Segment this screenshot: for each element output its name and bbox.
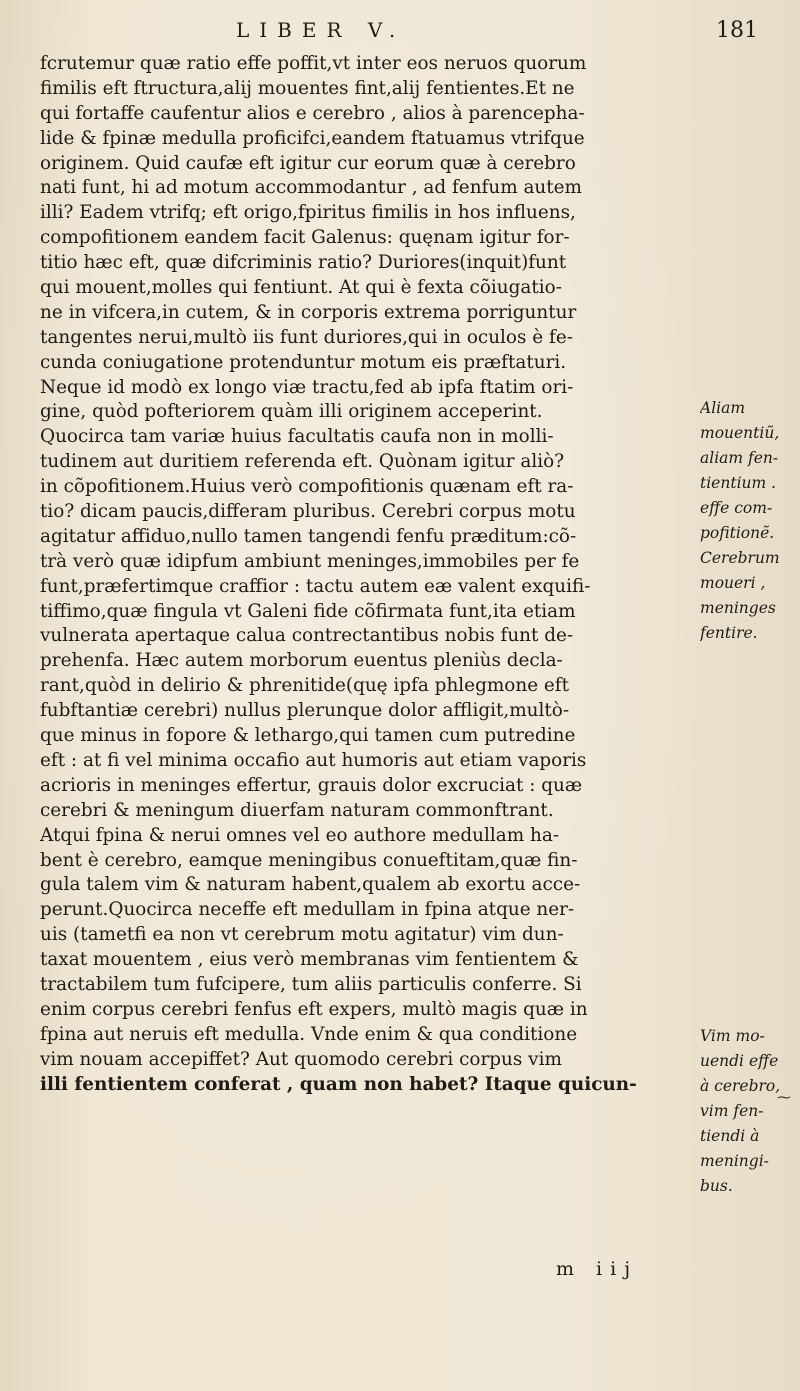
marginal-note-line: pofitionẽ. — [700, 524, 775, 542]
text-line: acrioris in meninges effertur, grauis dolor excruciat : quæ — [40, 774, 583, 796]
text-line: funt,præfertimque craffior : tactu autem eæ valent exquifi- — [40, 575, 591, 597]
text-line: Quocirca tam variæ huius facultatis caufa non in molli- — [40, 426, 554, 448]
text-line: trà verò quæ idipfum ambiunt meninges,immobiles per fe — [40, 550, 580, 572]
text-line: cerebri & meningum diuerfam naturam commonftrant. — [40, 799, 554, 821]
marginal-note-line: bus. — [700, 1177, 733, 1195]
marginal-note-line: effe com- — [700, 499, 773, 517]
marginal-note-line: meningi- — [700, 1152, 769, 1170]
text-line: bent è cerebro, eamque meningibus conueftitam,quæ fin- — [40, 849, 578, 871]
text-line: gula talem vim & naturam habent,qualem ab exortu acce- — [40, 874, 581, 896]
text-line: agitatur affiduo,nullo tamen tangendi fenfu præditum:cõ- — [40, 525, 577, 547]
marginal-note-line: tiendi à — [700, 1127, 760, 1145]
text-line: tudinem aut duritiem referenda eft. Quònam igitur aliò? — [40, 451, 565, 473]
marginal-note-line: uendi effe — [700, 1052, 779, 1070]
text-line: perunt.Quocirca neceffe eft medullam in fpina atque ner- — [40, 899, 575, 921]
text-line: fubftantiæ cerebri) nullus plerunque dolor affligit,multò- — [40, 700, 570, 722]
text-line: rant,quòd in delirio & phrenitide(quę ipfa phlegmone eft — [40, 675, 570, 697]
text-line: tractabilem tum fufcipere, tum aliis particulis conferre. Si — [40, 973, 582, 995]
marginal-note-line: moueri , — [700, 574, 766, 592]
text-line: tiffimo,quæ fingula vt Galeni fide cõfirmata funt,ita etiam — [40, 600, 576, 622]
text-line: vulnerata apertaque calua contrectantibus nobis funt de- — [40, 625, 574, 647]
page-number: 181 — [716, 18, 758, 43]
text-line: fpina aut neruis eft medulla. Vnde enim & qua conditione — [40, 1023, 578, 1045]
text-line: compofitionem eandem facit Galenus: quęnam igitur for- — [40, 227, 570, 249]
text-line: ne in vifcera,in cutem, & in corporis extrema porriguntur — [40, 301, 577, 323]
marginal-note — [700, 396, 798, 646]
running-head: LIBER V. — [236, 18, 406, 42]
text-line: tangentes nerui,multò iis funt duriores,qui in oculos è fe- — [40, 326, 573, 348]
body-text — [40, 52, 715, 1097]
text-line: que minus in fopore & lethargo,qui tamen cum putredine — [40, 725, 576, 747]
text-line: titio hæc eft, quæ difcriminis ratio? Duriores(inquit)funt — [40, 252, 567, 274]
marginal-note-line: à cerebro, — [700, 1077, 781, 1095]
text-line: originem. Quid caufæ eft igitur cur eorum quæ à cerebro — [40, 152, 576, 174]
text-line: uis (tametfi ea non vt cerebrum motu agitatur) vim dun- — [40, 924, 564, 946]
marginal-note-line: mouentiũ, — [700, 424, 780, 442]
marginal-note-line: fentire. — [700, 624, 758, 642]
marginal-note-line: Cerebrum — [700, 549, 780, 567]
text-line: eft : at fi vel minima occafio aut humoris aut etiam vaporis — [40, 749, 587, 771]
text-line: enim corpus cerebri fenfus eft expers, multò magis quæ in — [40, 998, 588, 1020]
marginal-note-line: aliam fen- — [700, 449, 779, 467]
text-line: lide & fpinæ medulla proficifci,eandem ftatuamus vtrifque — [40, 127, 585, 149]
text-line: gine, quòd pofteriorem quàm illi originem acceperint. — [40, 401, 543, 423]
text-line: illi? Eadem vtrifq; eft origo,fpiritus fimilis in hos influens, — [40, 202, 576, 224]
marginal-note-line: Aliam — [700, 399, 746, 417]
text-line: Neque id modò ex longo viæ tractu,fed ab ipfa ftatim ori- — [40, 376, 574, 398]
text-line: tio? dicam paucis,differam pluribus. Cerebri corpus motu — [40, 501, 576, 523]
marginal-note-line: meninges — [700, 599, 776, 617]
text-line: cunda coniugatione protenduntur motum eis præftaturi. — [40, 351, 567, 373]
text-line: Atqui fpina & nerui omnes vel eo authore medullam ha- — [40, 824, 560, 846]
ink-mark-icon: ⁓ — [777, 1090, 791, 1106]
marginal-note-line: vim fen- — [700, 1102, 764, 1120]
marginal-note-line: tientium . — [700, 474, 777, 492]
text-line: qui fortaffe caufentur alios e cerebro , alios à parencepha- — [40, 102, 585, 124]
marginal-note-line: Vim mo- — [700, 1027, 765, 1045]
text-line: illi fentientem conferat , quam non habet? Itaque quicun- — [40, 1073, 637, 1095]
text-line: nati funt, hi ad motum accommodantur , ad fenfum autem — [40, 177, 582, 199]
text-line: taxat mouentem , eius verò membranas vim fentientem & — [40, 949, 579, 971]
text-line: qui mouent,molles qui fentiunt. At qui è fexta cõiugatio- — [40, 277, 562, 299]
text-line: fcrutemur quæ ratio effe poffit,vt inter eos neruos quorum — [40, 53, 587, 74]
signature-mark: m iij — [556, 1258, 639, 1280]
text-line: vim nouam accepiffet? Aut quomodo cerebri corpus vim — [40, 1048, 562, 1070]
text-line: in cõpofitionem.Huius verò compofitionis quænam eft ra- — [40, 476, 574, 498]
text-line: prehenfa. Hæc autem morborum euentus pleniùs decla- — [40, 650, 563, 672]
marginal-note — [700, 1024, 798, 1199]
text-line: fimilis eft ftructura,alij mouentes fint,alij fentientes.Et ne — [40, 77, 575, 99]
